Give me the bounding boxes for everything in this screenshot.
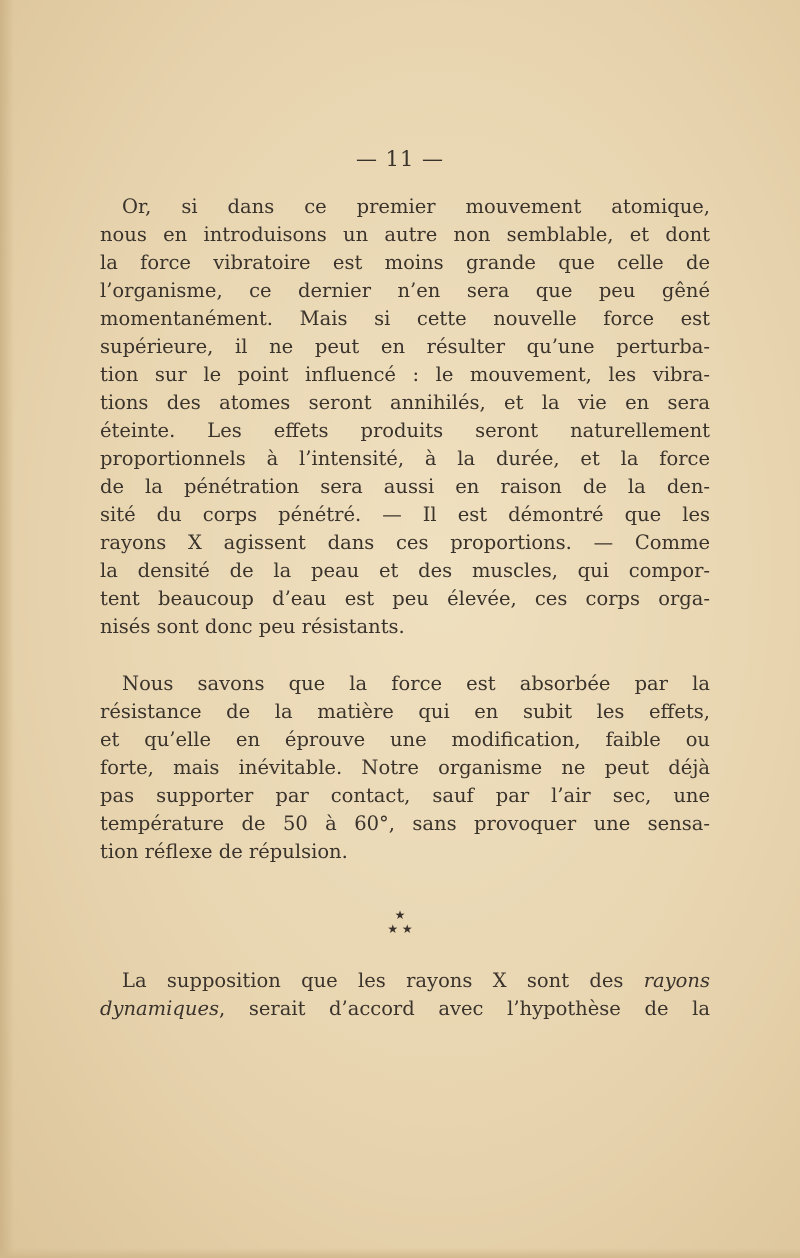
paragraph-2-line: résistance de la matière qui en subit les effets, [100,700,710,723]
separator-star-top: ★ [394,908,406,922]
paragraph-2-line: tion réflexe de répulsion. [100,840,348,863]
paragraph-3-italic: rayons [643,969,710,992]
paragraph-1-line: la force vibratoire est moins grande que celle de [100,251,710,274]
paragraph-2-line: température de 50 à 60°, sans provoquer une sensa- [100,812,710,835]
paragraph-2-line: forte, mais inévitable. Notre organisme ne peut déjà [100,756,710,779]
paragraph-1-line: de la pénétration sera aussi en raison de la den- [100,475,710,498]
page-edge-shadow [0,0,14,1258]
page-bottom-shadow [0,1248,800,1258]
paragraph-1-line: éteinte. Les effets produits seront naturellement [100,419,710,442]
paragraph-2-line: Nous savons que la force est absorbée par la [122,672,710,695]
paragraph-3-line [100,996,710,1022]
paragraph-1-line: la densité de la peau et des muscles, qui compor- [100,559,710,582]
paragraph-3-line [122,968,710,994]
paragraph-3-text: La supposition que les rayons X sont des [122,969,644,992]
paragraph-1-line: sité du corps pénétré. — Il est démontré que les [100,503,710,526]
paragraph-1-line: tions des atomes seront annihilés, et la vie en sera [100,391,710,414]
page-number: — 11 — [355,147,445,171]
separator-star-bottom: ★ ★ [387,922,413,936]
paragraph-2-line: pas supporter par contact, sauf par l’air sec, une [100,784,710,807]
paragraph-1-line: tion sur le point influencé : le mouvement, les vibra- [100,363,710,386]
paragraph-1-line: l’organisme, ce dernier n’en sera que peu gêné [100,279,710,302]
paragraph-1-line: rayons X agissent dans ces proportions. — Comme [100,531,710,554]
paragraph-3-text: , serait d’accord avec l’hypothèse de la [219,997,710,1020]
paragraph-1-line: momentanément. Mais si cette nouvelle force est [100,307,710,330]
paragraph-1-line: tent beaucoup d’eau est peu élevée, ces corps orga- [100,587,710,610]
paragraph-1-line: proportionnels à l’intensité, à la durée, et la force [100,447,710,470]
paragraph-1-line: nisés sont donc peu résistants. [100,615,405,638]
paragraph-3-italic: dynamiques [100,997,219,1020]
paragraph-1-line: nous en introduisons un autre non semblable, et dont [100,223,710,246]
paragraph-2-line: et qu’elle en éprouve une modification, faible ou [100,728,710,751]
paragraph-1-line: Or, si dans ce premier mouvement atomique, [122,195,710,218]
paragraph-1-line: supérieure, il ne peut en résulter qu’une perturba- [100,335,710,358]
